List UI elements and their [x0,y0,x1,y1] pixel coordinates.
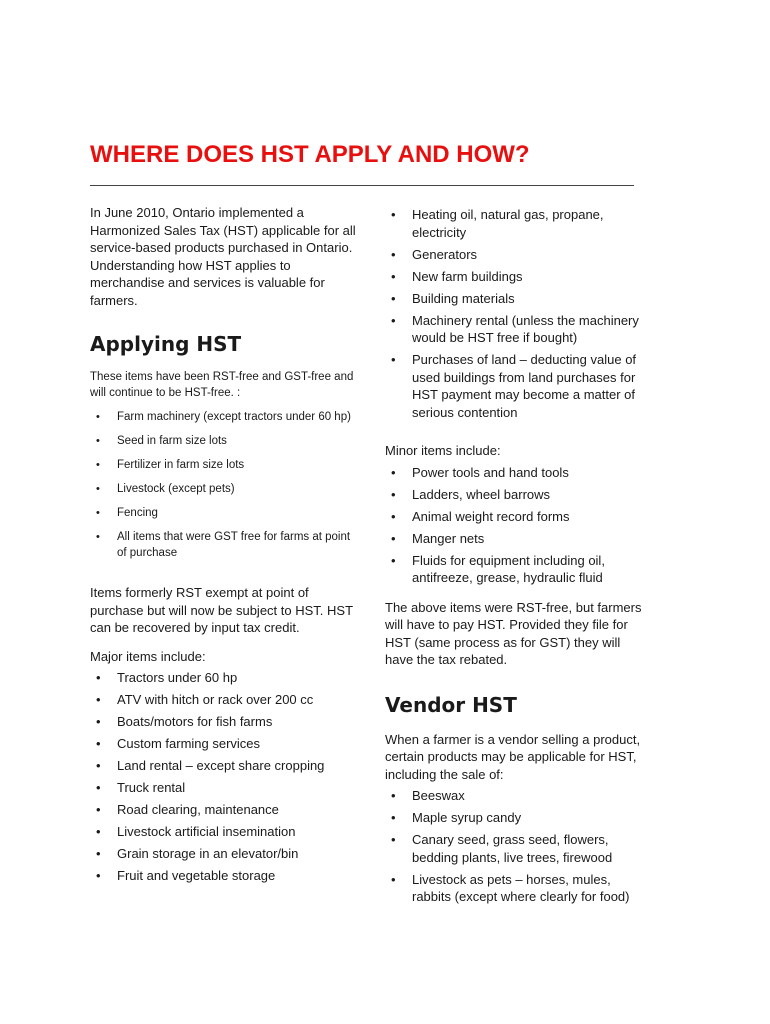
list-item: • Road clearing, maintenance [90,801,358,819]
list-item: • Grain storage in an elevator/bin [90,845,358,863]
list-item: • Generators [385,246,647,264]
list-item: • Livestock as pets – horses, mules, rabbits (except where clearly for food) [385,871,647,906]
list-item: • Seed in farm size lots [90,433,358,449]
rebate-paragraph: The above items were RST-free, but farmers will have to pay HST. Provided they file for HST (same process as for GST) they will have the tax rebated. [385,599,642,667]
left-column [90,204,358,885]
list-item: • Livestock (except pets) [90,481,358,497]
list-item: • Maple syrup candy [385,809,647,827]
major-items-continued-list [385,206,647,421]
list-item: • Building materials [385,290,647,308]
list-item: • New farm buildings [385,268,647,286]
list-item: • Fertilizer in farm size lots [90,457,358,473]
vendor-items-list [385,787,647,906]
list-item: • Boats/motors for fish farms [90,713,358,731]
page-title: WHERE DOES HST APPLY AND HOW? [90,141,530,168]
list-item: • Ladders, wheel barrows [385,486,647,504]
list-item: • Tractors under 60 hp [90,669,358,687]
list-item: • Animal weight record forms [385,508,647,526]
vendor-intro: When a farmer is a vendor selling a product, certain products may be applicable for HST, including the sale of: [385,731,641,782]
intro-paragraph: In June 2010, Ontario implemented a Harmonized Sales Tax (HST) applicable for all service-based products purchased in Ontario. Understanding how HST applies to merchandise and services is valuable for farmers. [90,205,356,308]
title-divider [90,185,634,186]
list-item: • Farm machinery (except tractors under 60 hp) [90,409,358,425]
list-item: • Livestock artificial insemination [90,823,358,841]
list-item: • Purchases of land – deducting value of used buildings from land purchases for HST payment may become a matter of serious contention [385,351,647,421]
major-items-list [90,669,358,885]
list-item: • Land rental – except share cropping [90,757,358,775]
list-item: • All items that were GST free for farms at point of purchase [90,529,358,561]
vendor-hst-heading: Vendor HST [385,692,517,717]
list-item: • Manger nets [385,530,647,548]
list-item: • Fluids for equipment including oil, antifreeze, grease, hydraulic fluid [385,552,647,587]
hst-free-list [90,409,358,561]
rst-exempt-paragraph: Items formerly RST exempt at point of purchase but will now be subject to HST. HST can be recovered by input tax credit. [90,585,353,635]
list-item: • Heating oil, natural gas, propane, electricity [385,206,647,241]
applying-hst-heading: Applying HST [90,332,242,356]
applying-intro: These items have been RST-free and GST-free and will continue to be HST-free. : [90,371,354,399]
minor-items-list [385,464,647,587]
list-item: • Truck rental [90,779,358,797]
list-item: • ATV with hitch or rack over 200 cc [90,691,358,709]
list-item: • Machinery rental (unless the machinery would be HST free if bought) [385,312,647,347]
major-items-label: Major items include: [90,648,206,664]
list-item: • Custom farming services [90,735,358,753]
list-item: • Fencing [90,505,358,521]
list-item: • Power tools and hand tools [385,464,647,482]
list-item: • Fruit and vegetable storage [90,867,358,885]
right-column [385,206,647,906]
minor-items-label: Minor items include: [385,443,501,458]
list-item: • Canary seed, grass seed, flowers, bedding plants, live trees, firewood [385,831,647,866]
list-item: • Beeswax [385,787,647,805]
